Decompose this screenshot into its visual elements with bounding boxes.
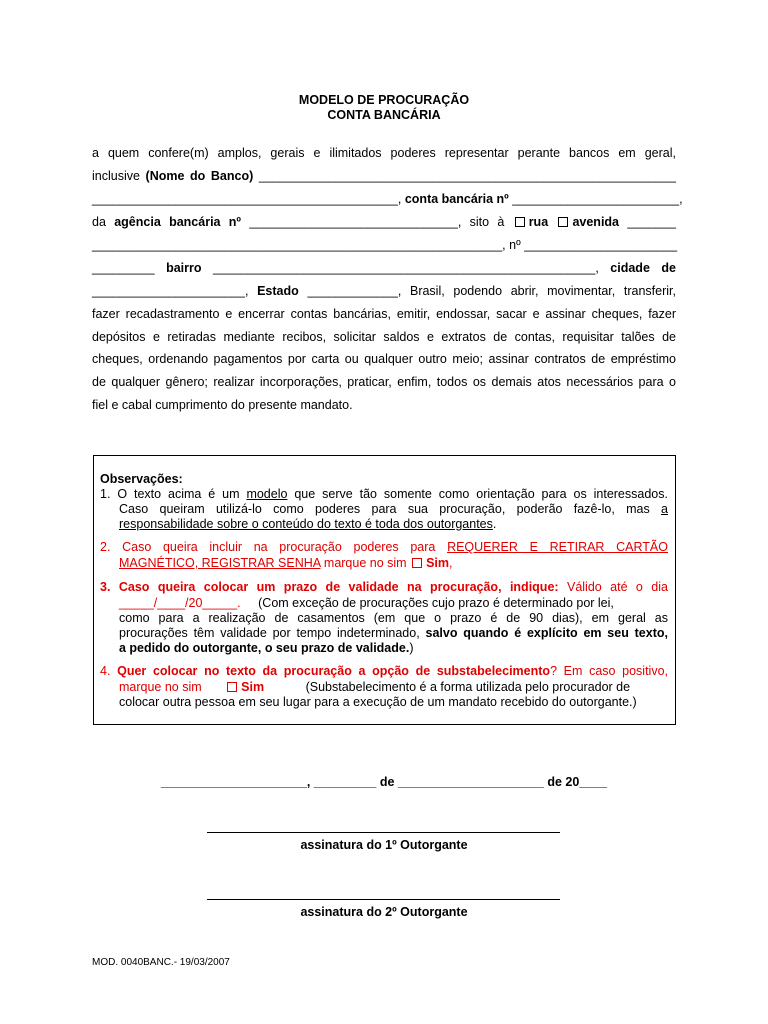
bairro-blank: _______________________________________________________, bbox=[212, 261, 599, 275]
obs-4-line-b bbox=[119, 680, 668, 694]
obs-3-line-d bbox=[119, 626, 668, 640]
inclusive-text: inclusive bbox=[92, 169, 140, 183]
observations-heading: Observações: bbox=[100, 472, 183, 486]
obs-2-magnetico: MAGNÉTICO, REGISTRAR SENHA bbox=[119, 556, 321, 570]
signature-label-2: assinatura do 2º Outorgante bbox=[300, 905, 468, 919]
document-subtitle: CONTA BANCÁRIA bbox=[327, 108, 441, 122]
body-line-8: fazer recadastramento e encerrar contas bancárias, emitir, endossar, sacar e assinar cheques, fazer bbox=[92, 307, 676, 321]
obs-3-line-a bbox=[100, 580, 668, 594]
bank-name-blank: ____________________________________________________________ bbox=[258, 169, 676, 183]
body-line-2 bbox=[92, 169, 676, 183]
obs-3-bold: Caso queira colocar um prazo de validade na procuração, indique: bbox=[118, 580, 559, 594]
cidade-blank: ______________________, bbox=[92, 284, 249, 298]
obs-3-num: 3. bbox=[100, 580, 111, 594]
address-blank: ___________________________________________________________, bbox=[92, 238, 506, 252]
signature-label-1: assinatura do 1º Outorgante bbox=[300, 838, 468, 852]
obs-4-sim-checkbox[interactable] bbox=[227, 682, 237, 692]
document-title: MODELO DE PROCURAÇÃO bbox=[298, 93, 470, 107]
obs-4-marque: marque no sim bbox=[119, 680, 202, 694]
obs-3-line-c: como para a realização de casamentos (em que o prazo é de 90 dias), em geral as bbox=[119, 611, 668, 625]
obs-2-text: 2. Caso queira incluir na procuração poderes para bbox=[100, 540, 436, 554]
account-label: conta bancária nº bbox=[404, 192, 509, 206]
obs-1-a: a bbox=[661, 502, 668, 516]
obs-2-line-a bbox=[100, 540, 668, 554]
obs-4-line-a bbox=[100, 664, 668, 678]
obs-4-bold: Quer colocar no texto da procuração a opção de substabelecimento bbox=[117, 664, 551, 678]
signature-line-1 bbox=[207, 832, 560, 833]
obs-1-line-b bbox=[119, 502, 668, 516]
obs-2-comma: , bbox=[449, 556, 453, 570]
obs-3-excecao: (Com exceção de procurações cujo prazo é determinado por lei, bbox=[258, 596, 614, 610]
blank-field: ____________________________________________, bbox=[92, 192, 402, 206]
date-line: _____________________, _________ de _____________________ de 20____ bbox=[160, 775, 608, 789]
da-text: da bbox=[92, 215, 106, 229]
obs-1-text: 1. O texto acima é um bbox=[100, 487, 240, 501]
sito-text: sito à bbox=[469, 215, 505, 229]
body-line-1: a quem confere(m) amplos, gerais e ilimitados poderes representar perante bancos em geral, bbox=[92, 146, 676, 160]
obs-2-line-b bbox=[119, 556, 668, 570]
body-line-10: cheques, ordenando pagamentos por carta ou qualquer outro meio; assinar contratos de empréstimo bbox=[92, 352, 676, 366]
obs-4-sim-label: Sim bbox=[241, 680, 265, 694]
street-blank: _______ bbox=[627, 215, 676, 229]
rua-checkbox[interactable] bbox=[515, 217, 525, 227]
number-label: nº bbox=[509, 238, 521, 252]
number-blank: ______________________ bbox=[524, 238, 678, 252]
rua-label: rua bbox=[528, 215, 549, 229]
bank-name-label: (Nome do Banco) bbox=[145, 169, 254, 183]
obs-3-pedido: a pedido do outorgante, o seu prazo de validade. bbox=[119, 641, 410, 655]
obs-3-line-e bbox=[119, 641, 668, 655]
body-line-3 bbox=[92, 192, 683, 206]
document-code: MOD. 0040BANC.- 19/03/2007 bbox=[92, 957, 230, 968]
body-line-12: fiel e cabal cumprimento do presente mandato. bbox=[92, 398, 353, 412]
obs-3-line-b bbox=[119, 596, 668, 610]
obs-3-close: ) bbox=[409, 641, 414, 655]
body-line-11: de qualquer gênero; realizar incorporações, praticar, enfim, todos os demais atos necessários para o bbox=[92, 375, 676, 389]
cidade-label: cidade de bbox=[610, 261, 676, 275]
estado-blank: _____________, bbox=[307, 284, 402, 298]
obs-2-marque: marque no sim bbox=[323, 556, 407, 570]
obs-3-text-d: procurações têm validade por tempo indeterminado, bbox=[119, 626, 420, 640]
obs-4-line-c: colocar outra pessoa em seu lugar para a execução de um mandato recebido do outorgante.) bbox=[119, 695, 637, 709]
obs-1-text-cont: que serve tão somente como orientação para os interessados. bbox=[294, 487, 668, 501]
bairro-label: bairro bbox=[166, 261, 202, 275]
obs-2-requerer: REQUERER E RETIRAR CARTÃO bbox=[447, 540, 668, 554]
obs-3-valido: Válido até o dia bbox=[566, 580, 668, 594]
brasil-text: Brasil, podendo abrir, movimentar, transferir, bbox=[409, 284, 676, 298]
obs-3-date-blank: _____/____/20_____. bbox=[119, 596, 241, 610]
obs-1-dot: . bbox=[492, 517, 497, 531]
account-blank: ________________________, bbox=[512, 192, 683, 206]
avenida-checkbox[interactable] bbox=[558, 217, 568, 227]
obs-3-salvo: salvo quando é explícito em seu texto, bbox=[425, 626, 668, 640]
obs-4-num: 4. bbox=[100, 664, 111, 678]
complement-blank: _________ bbox=[92, 261, 155, 275]
agency-label: agência bancária nº bbox=[114, 215, 241, 229]
obs-2-sim-checkbox[interactable] bbox=[412, 558, 422, 568]
obs-1-text-b: Caso queiram utilizá-lo como poderes para sua procuração, poderão fazê-lo, mas bbox=[119, 502, 650, 516]
body-line-4 bbox=[92, 215, 676, 229]
body-line-9: depósitos e retiradas mediante recibos, solicitar saldos e extratos de contas, requisitar talões de bbox=[92, 330, 676, 344]
obs-4-subst: (Substabelecimento é a forma utilizada pelo procurador de bbox=[305, 680, 631, 694]
obs-1-responsibility: responsabilidade sobre o conteúdo do texto é toda dos outorgantes bbox=[119, 517, 493, 531]
signature-line-2 bbox=[207, 899, 560, 900]
estado-label: Estado bbox=[257, 284, 299, 298]
obs-2-sim-label: Sim bbox=[426, 556, 450, 570]
obs-4-rest: ? Em caso positivo, bbox=[550, 664, 668, 678]
avenida-label: avenida bbox=[572, 215, 620, 229]
agency-blank: ______________________________, bbox=[249, 215, 462, 229]
obs-1-line-c bbox=[119, 517, 668, 531]
body-line-6 bbox=[92, 261, 676, 275]
modelo-word: modelo bbox=[246, 487, 288, 501]
body-line-5 bbox=[92, 238, 676, 252]
body-line-7 bbox=[92, 284, 676, 298]
obs-1-line-a bbox=[100, 487, 668, 501]
